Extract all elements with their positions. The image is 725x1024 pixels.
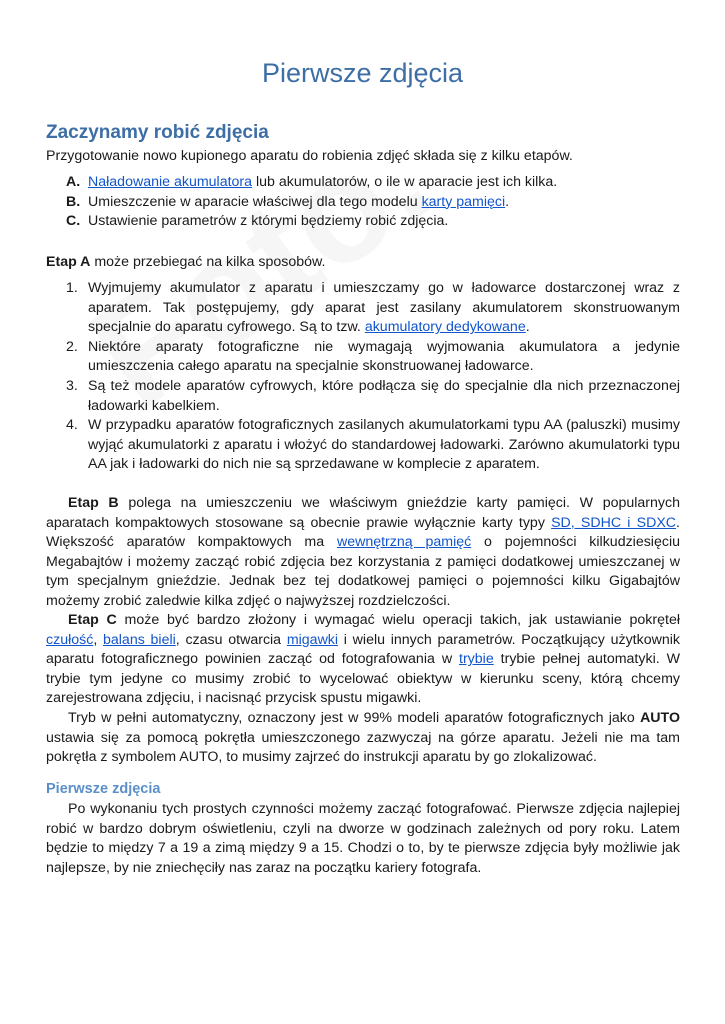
etap-c-paragraph: Etap C może być bardzo złożony i wymagać wielu operacji takich, jak ustawianie pokręteł czułość, balans bieli, czasu otwarcia migawki i wielu innych parametrów. Początkujący użytkownik aparatu fotograficznego powinien zacząć od fotografowania w trybie trybie pełnej automatyki. W trybie tym jedyne co musimy zrobić to wycelować obiektyw w kierunku sceny, którą chcemy zarejestrowana zdjęciu, i nacisnąć przycisk spustu migawki. [46,612,680,707]
etap-a-list [66,279,680,475]
list-item: C. Ustawienie parametrów z którymi będziemy robić zdjęcia. [66,212,686,232]
intro-paragraph: Przygotowanie nowo kupionego aparatu do robienia zdjęć składa się z kilku etapów. [46,148,573,164]
white-balance-link[interactable]: balans bieli [103,631,176,648]
list-marker: C. [66,213,81,230]
first-photos-paragraph: Po wykonaniu tych prostych czynności możemy zacząć fotografować. Pierwsze zdjęcia najlepiej robić w bardzo dobrym oświetleniu, czyli na dworze w godzinach zależnych od pory roku. Latem będzie to między 7 a 19 a zimą między 9 a 15. Chodzi o to, by te pierwsze zdjęcia były możliwie jak najlepsze, by nie zniechęciły nas zaraz na początku kariery fotografa. [46,801,680,876]
auto-paragraph: Tryb w pełni automatyczny, oznaczony jest w 99% modeli aparatów fotograficznych jako AUTO ustawia się za pomocą pokrętła umieszczonego zazwyczaj na górze aparatu. Jeżeli nie ma tam pokrętła z symbolem AUTO, to musimy zajrzeć do instrukcji aparatu by go zlokalizować. [46,710,680,766]
mode-link[interactable]: trybie [459,651,494,668]
list-item: A. Naładowanie akumulatora lub akumulatorów, o ile w aparacie jest ich kilka. [66,173,686,193]
list-item: 3. Są też modele aparatów cyfrowych, które podłącza się do specjalnie dla nich przeznaczonej ładowarki kabelkiem. [66,377,680,414]
page-title: Pierwsze zdjęcia [261,58,464,88]
list-item: 1. Wyjmujemy akumulator z aparatu i umieszczamy go w ładowarce dostarczonej wraz z aparatem. Tak postępujemy, gdy aparat jest zasilany akumulatorem skonstruowanym specjalnie do aparatu cyfrowego. Są to tzw. akumulatory dedykowane. [66,280,680,336]
etap-a-paragraph: Etap A może przebiegać na kilka sposobów. [46,254,326,270]
section-heading-first-photos: Pierwsze zdjęcia [46,781,161,797]
steps-list [66,173,686,232]
list-marker: B. [66,193,81,210]
section-heading-start: Zaczynamy robić zdjęcia [46,122,269,143]
list-item: 4. W przypadku aparatów fotograficznych zasilanych akumulatorkami typu AA (paluszki) musimy wyjąć akumulatorki z aparatu i włożyć do standardowej ładowarki. Zarówno akumulatorki typu AA jak i ładowarki do nich nie są sprzedawane w komplecie z aparatem. [66,417,680,473]
internal-memory-link[interactable]: wewnętrzną pamięć [336,534,472,551]
memory-card-link[interactable]: karty pamięci [421,193,506,210]
list-item: B. Umieszczenie w aparacie właściwej dla tego modelu karty pamięci. [66,193,686,213]
sd-cards-link[interactable]: SD, SDHC i SDXC [551,514,677,531]
etap-b-paragraph: Etap B polega na umieszczeniu we właściwym gnieździe karty pamięci. W popularnych aparatach kompaktowych stosowane są obecnie prawie wyłącznie karty typy SD, SDHC i SDXC. Większość aparatów kompaktowych ma wewnętrzną pamięć o pojemności kilkudziesięciu Megabajtów i możemy zacząć robić zdjęcia bez korzystania z pamięci dodatkowej umieszczanej w tym specjalnym gnieździe. Jednak bez tej dodatkowej pamięci o pojemności kilku Gigabajtów możemy zrobić zaledwie kilka zdjęć o najwyższej rozdzielczości. [46,495,680,609]
iso-link[interactable]: czułość [46,631,94,648]
list-item: 2. Niektóre aparaty fotograficzne nie wymagają wyjmowania akumulatora a jedynie umieszczenia całego aparatu na specjalnie skonstruowanej ładowarce. [66,338,680,375]
dedicated-batteries-link[interactable]: akumulatory dedykowane [364,319,526,336]
shutter-link[interactable]: migawki [286,631,339,648]
list-marker: A. [66,174,81,190]
battery-charging-link[interactable]: Naładowanie akumulatora [88,174,253,190]
